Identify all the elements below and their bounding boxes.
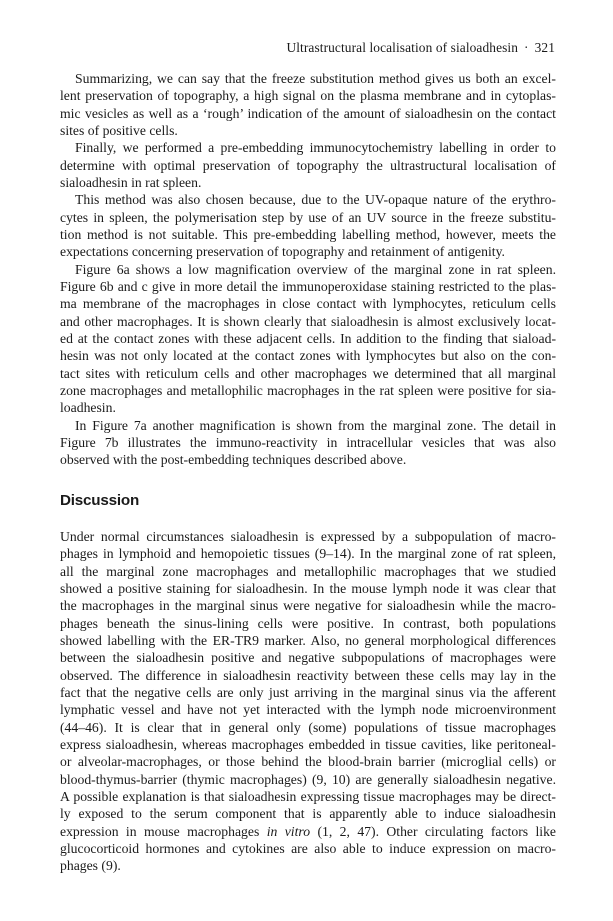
text-line: (44–46). It is clear that in general only (some) populations of tissue macrophages — [60, 719, 556, 735]
text-line: In Figure 7a another magnification is shown from the marginal zone. The detail in — [75, 417, 556, 433]
text-line: phages (9). — [60, 858, 121, 874]
text-line: hesin was not only located at the contact zones with lymphocytes but also on the con- — [60, 348, 556, 364]
text-line: fact that the negative cells are only just arriving in the marginal sinus via the afferent — [60, 684, 556, 700]
text-line: Figure 7b illustrates the immuno-reactivity in intracellular vesicles that was also — [60, 434, 556, 450]
text-line: observed with the post-embedding techniques described above. — [60, 452, 407, 468]
text-line: showed a positive staining for sialoadhesin. In the mouse lymph node it was clear that — [60, 580, 556, 596]
text-line: tion method is not suitable. This pre-embedding labelling method, however, meets the — [60, 226, 556, 242]
header-separator: · — [524, 40, 529, 55]
text-line: lent preservation of topography, a high signal on the plasma membrane and in cytoplas- — [60, 88, 556, 104]
text-line: between the sialoadhesin positive and negative subpopulations of macrophages were — [60, 650, 556, 666]
text-line: phages in lymphoid and hemopoietic tissues (9–14). In the marginal zone of rat spleen, — [60, 546, 556, 562]
text-segment: (1, 2, 47). Other circulating factors like — [317, 823, 557, 839]
text-line: zone macrophages and metallophilic macrophages in the rat spleen were positive for sia- — [60, 382, 556, 398]
text-line: Figure 6b and c give in more detail the immunoperoxidase staining restricted to the plas- — [60, 278, 556, 294]
text-line: lymphatic vessel and have not yet interacted with the lymph node microenvironment — [60, 702, 556, 718]
italic-phrase: in vitro — [266, 823, 311, 839]
section-heading-discussion: Discussion — [60, 492, 140, 509]
text-line: observed. The difference in sialoadhesin reactivity between these cells may lay in the — [60, 667, 556, 683]
results-text — [60, 70, 556, 469]
text-line: showed labelling with the ER-TR9 marker. Also, no general morphological differences — [60, 632, 556, 648]
text-line: This method was also chosen because, due to the UV-opaque nature of the erythro- — [75, 192, 556, 208]
text-line: all the marginal zone macrophages and metallophilic macrophages that we studied — [60, 563, 556, 579]
text-line: express sialoadhesin, whereas macrophages embedded in tissue cavities, like peritoneal- — [60, 736, 556, 752]
text-line: or alveolar-macrophages, or those behind the blood-brain barrier (microglial cells) or — [60, 754, 556, 770]
text-line: phages beneath the sinus-lining cells were positive. In contrast, both populations — [60, 615, 556, 631]
text-line: sialoadhesin in rat spleen. — [60, 174, 202, 190]
text-line: A possible explanation is that sialoadhesin expressing tissue macrophages may be direct- — [60, 788, 556, 804]
text-line: loadhesin. — [60, 400, 116, 416]
text-line: determine with optimal preservation of topography the ultrastructural localisation of — [60, 157, 556, 173]
text-line: expectations concerning preservation of topography and retainment of antigenity. — [60, 244, 505, 260]
page-number: 321 — [534, 40, 555, 55]
text-line: tact sites with reticulum cells and other macrophages we determined that all marginal — [60, 365, 556, 381]
discussion-text — [60, 528, 556, 875]
text-line: ed at the contact zones with these adjacent cells. In addition to the finding that siaload- — [60, 330, 556, 346]
text-line: Summarizing, we can say that the freeze substitution method gives us both an excel- — [75, 71, 556, 86]
text-line: cytes in spleen, the polymerisation step by use of an UV source in the freeze substitu- — [60, 209, 556, 225]
text-line: ma membrane of the macrophages in close contact with lymphocytes, reticulum cells — [60, 296, 556, 312]
text-line: ly exposed to the serum component that is apparently able to induce sialoadhesin — [60, 806, 556, 822]
running-title: Ultrastructural localisation of sialoadhesin — [286, 40, 519, 55]
running-header — [286, 40, 555, 56]
text-line: mic vesicles as well as a ‘rough’ indication of the amount of sialoadhesin on the contact — [60, 105, 556, 121]
text-line-mixed — [60, 823, 556, 840]
text-segment: expression in mouse macrophages — [60, 823, 260, 839]
text-line: sites of positive cells. — [60, 122, 178, 138]
text-line: Under normal circumstances sialoadhesin is expressed by a subpopulation of macro- — [60, 529, 556, 544]
text-line: blood-thymus-barrier (thymic macrophages) (9, 10) are generally sialoadhesin negative. — [60, 771, 556, 787]
text-line: Finally, we performed a pre-embedding immunocytochemistry labelling in order to — [75, 140, 556, 156]
text-line: glucocorticoid hormones and cytokines are also able to induce expression on macro- — [60, 840, 556, 856]
text-line: Figure 6a shows a low magnification overview of the marginal zone in rat spleen. — [75, 261, 556, 277]
text-line: and other macrophages. It is shown clearly that sialoadhesin is almost exclusively locat- — [60, 313, 556, 329]
text-line: the macrophages in the marginal sinus were negative for sialoadhesin while the macro- — [60, 598, 556, 614]
